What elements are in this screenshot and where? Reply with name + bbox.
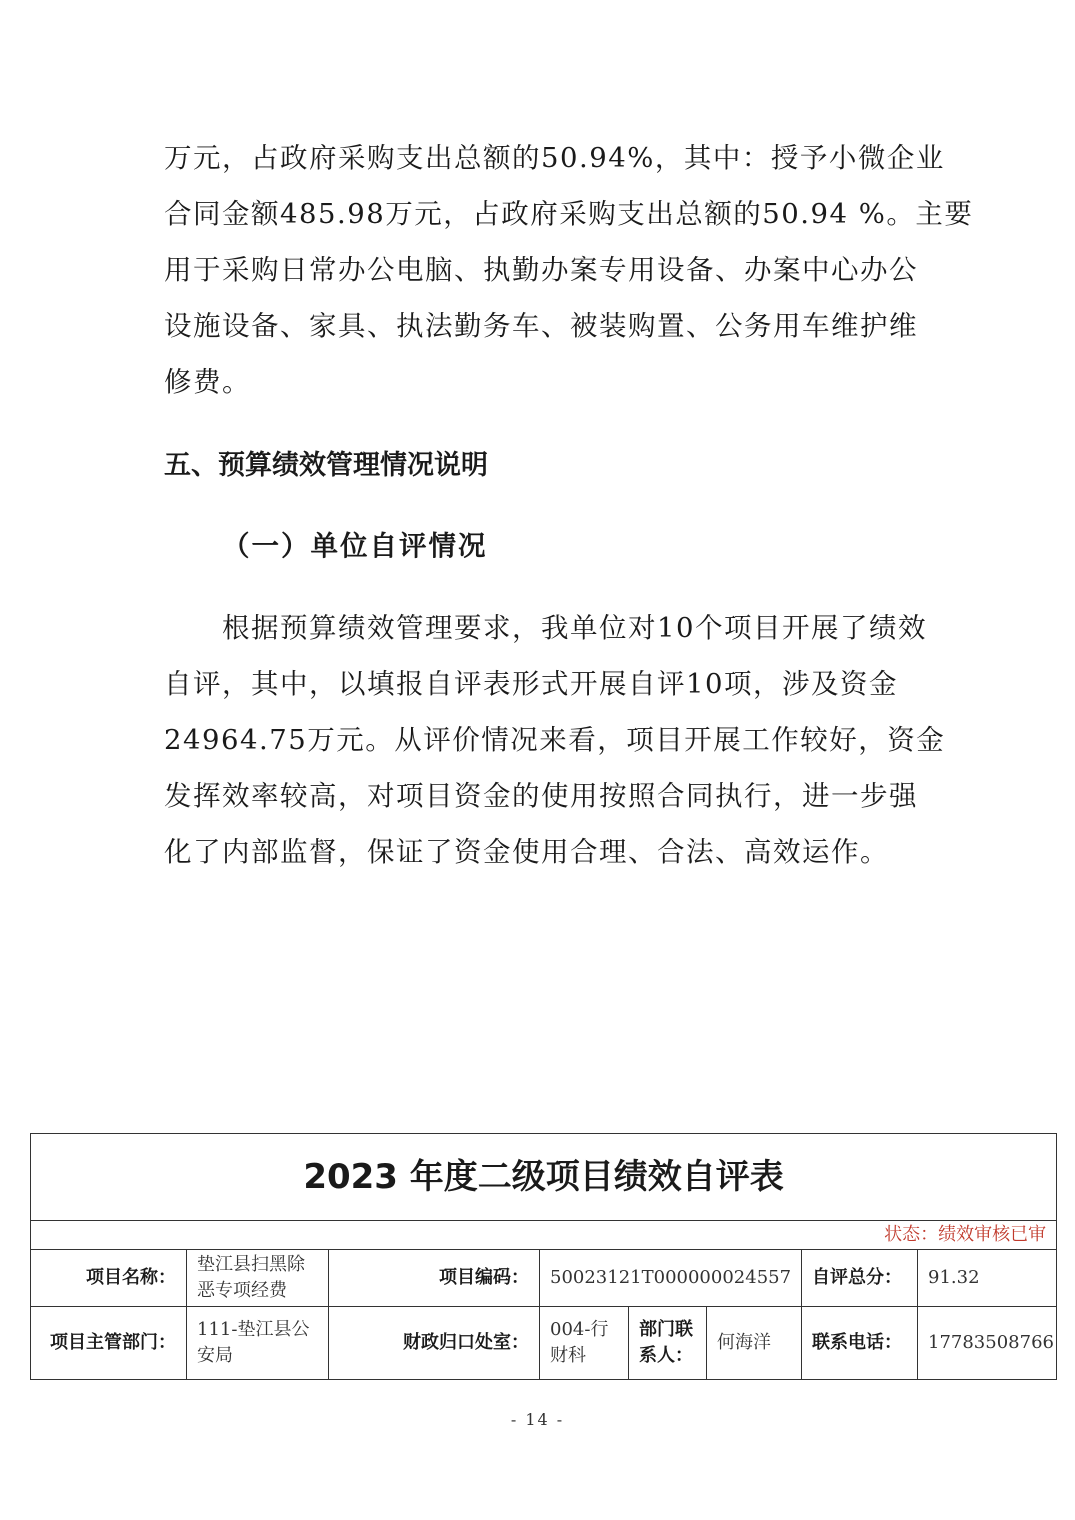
project-name-label: 项目名称： [31,1250,187,1307]
contact-person-label: 部门联系人： [629,1307,707,1380]
paragraph-line: 24964.75万元。从评价情况来看，项目开展工作较好，资金 [164,724,946,756]
self-score-value: 91.32 [918,1250,1057,1307]
sub-heading: （一）单位自评情况 [222,530,488,562]
status-cell [31,1221,1057,1250]
dept-label: 项目主管部门： [31,1307,187,1380]
self-evaluation-form [30,1133,1057,1380]
phone-label: 联系电话： [802,1307,918,1380]
paragraph-line: 万元，占政府采购支出总额的50.94%，其中：授予小微企业 [164,142,945,174]
paragraph-line: 修费。 [164,366,251,398]
project-name-value: 垫江县扫黑除恶专项经费 [187,1250,329,1307]
finance-office-label: 财政归口处室： [329,1307,540,1380]
contact-person-value: 何海洋 [707,1307,802,1380]
project-code-value: 50023121T000000024557 [540,1250,802,1307]
dept-value: 111-垫江县公安局 [187,1307,329,1380]
finance-office-value: 004-行财科 [540,1307,629,1380]
paragraph-line: 发挥效率较高，对项目资金的使用按照合同执行，进一步强 [164,780,918,812]
paragraph-line: 化了内部监督，保证了资金使用合理、合法、高效运作。 [164,836,889,868]
page-number: - 14 - [510,1410,565,1429]
phone-value: 17783508766 [918,1307,1057,1380]
paragraph-line: 用于采购日常办公电脑、执勤办案专用设备、办案中心办公 [164,254,918,286]
status-badge: 状态：绩效审核已审 [884,1224,1047,1245]
paragraph-line: 自评，其中，以填报自评表形式开展自评10项，涉及资金 [164,668,898,700]
project-code-label: 项目编码： [329,1250,540,1307]
form-title: 2023 年度二级项目绩效自评表 [31,1134,1057,1221]
self-score-label: 自评总分： [802,1250,918,1307]
paragraph-line: 合同金额485.98万元，占政府采购支出总额的50.94 %。主要 [164,198,974,230]
paragraph-line: 根据预算绩效管理要求，我单位对10个项目开展了绩效 [222,612,927,644]
section-heading: 五、预算绩效管理情况说明 [164,450,488,481]
paragraph-line: 设施设备、家具、执法勤务车、被装购置、公务用车维护维 [164,310,918,342]
